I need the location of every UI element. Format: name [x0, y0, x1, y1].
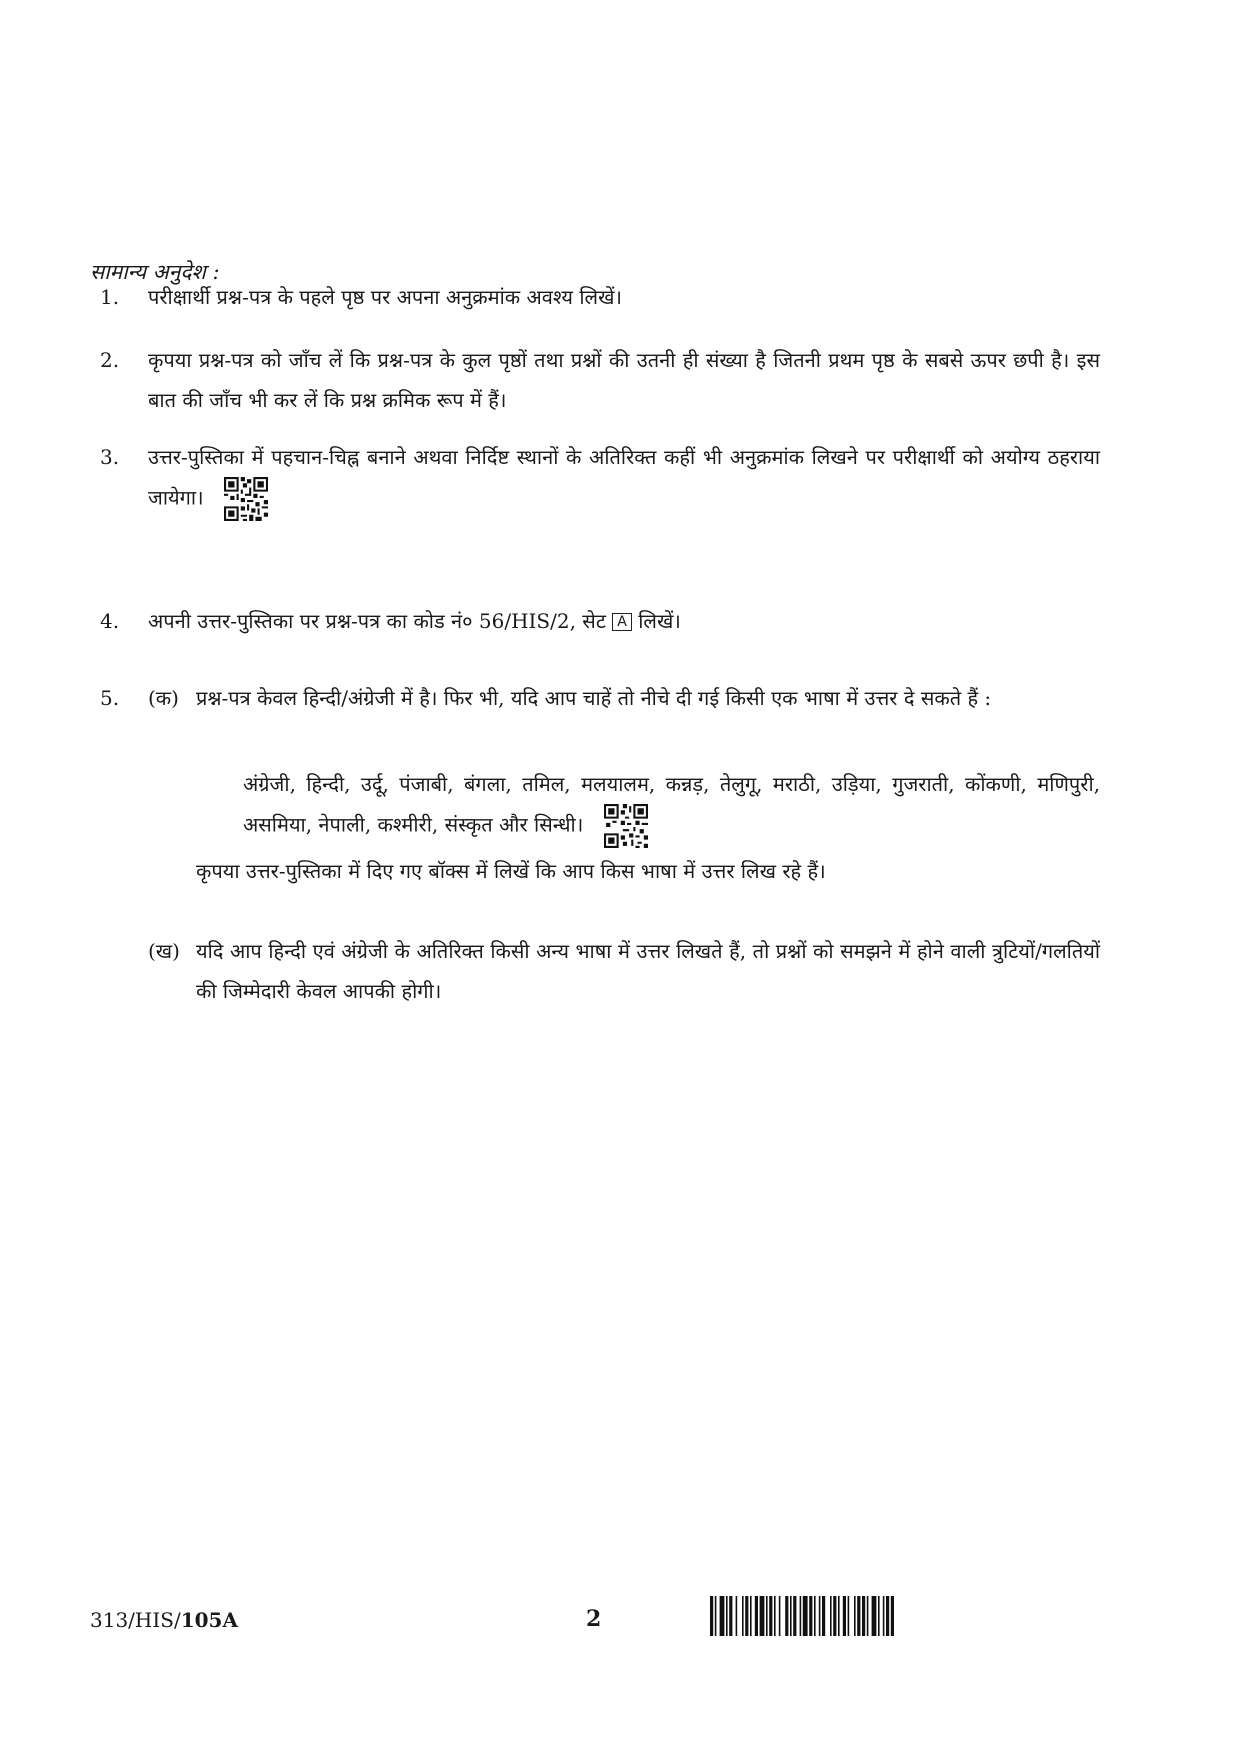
sub-item-label: (क) — [148, 686, 179, 710]
barcode-bar — [830, 1596, 832, 1636]
instruction-5-a — [148, 678, 1100, 718]
language-list-text: अंग्रेजी, हिन्दी, उर्दू, पंजाबी, बंगला, तमिल, मलयालम, कन्नड़, तेलुगू, मराठी, उड़िया, गुजराती, कोंकणी, मणिपुरी, असमिया, नेपाली, कश्मीरी, संस्कृत और सिन्धी। — [243, 772, 1100, 837]
sub-item-label: (ख) — [148, 939, 180, 963]
paper-code-bold: 105A — [180, 1608, 238, 1632]
qr-code-icon — [224, 477, 268, 521]
barcode-bar — [710, 1596, 713, 1636]
instruction-4 — [100, 601, 1100, 641]
instruction-number: 3. — [100, 445, 120, 469]
barcode-bar — [715, 1596, 717, 1636]
barcode-bar — [809, 1596, 812, 1636]
instruction-text — [148, 601, 1100, 641]
barcode-bar — [790, 1596, 792, 1636]
instruction-2 — [100, 340, 1100, 420]
set-code-box: A — [612, 613, 632, 631]
barcode-bar — [769, 1596, 772, 1636]
language-box-note: कृपया उत्तर-पुस्तिका में दिए गए बॉक्स में लिखें कि आप किस भाषा में उत्तर लिख रहे हैं। — [196, 859, 826, 883]
barcode-bar — [819, 1596, 821, 1636]
barcode-bar — [803, 1596, 808, 1636]
barcode-bar — [755, 1596, 758, 1636]
barcode — [710, 1596, 1000, 1636]
barcode-bar — [814, 1596, 816, 1636]
instruction-4-text-end: लिखें। — [638, 609, 681, 633]
barcode-bar — [833, 1596, 836, 1636]
barcode-bar — [886, 1596, 889, 1636]
barcode-bar — [862, 1596, 865, 1636]
barcode-bar — [774, 1596, 776, 1636]
instruction-1 — [100, 277, 1100, 317]
barcode-bar — [848, 1596, 850, 1636]
language-list — [243, 764, 1100, 848]
barcode-bar — [872, 1596, 877, 1636]
barcode-bar — [800, 1596, 802, 1636]
instructions-heading: सामान्य अनुदेश : — [90, 260, 220, 284]
instruction-number: 4. — [100, 609, 120, 633]
barcode-bar — [720, 1596, 725, 1636]
page-number: 2 — [586, 1606, 602, 1632]
barcode-bar — [838, 1596, 840, 1636]
barcode-bar — [742, 1596, 744, 1636]
instruction-text: परीक्षार्थी प्रश्न-पत्र के पहले पृष्ठ पर अपना अनुक्रमांक अवश्य लिखें। — [148, 285, 623, 309]
instruction-text — [148, 437, 1100, 521]
barcode-bar — [760, 1596, 765, 1636]
barcode-bar — [843, 1596, 846, 1636]
barcode-bar — [766, 1596, 768, 1636]
instruction-text: कृपया प्रश्न-पत्र को जाँच लें कि प्रश्न-पत्र के कुल पृष्ठों तथा प्रश्नों की उतनी ही संख्या है जितनी प्रथम पृष्ठ के सबसे ऊपर छपी है। इस बात की जाँच भी कर लें कि प्रश्न क्रमिक रूप में हैं। — [148, 348, 1100, 412]
instruction-4-text: अपनी उत्तर-पुस्तिका पर प्रश्न-पत्र का कोड नं० 56/HIS/2, सेट — [148, 609, 606, 633]
barcode-bar — [779, 1596, 781, 1636]
barcode-bar — [726, 1596, 728, 1636]
barcode-bar — [729, 1596, 732, 1636]
qr-code-icon — [604, 804, 648, 848]
barcode-bar — [883, 1596, 885, 1636]
sub-item-text: यदि आप हिन्दी एवं अंग्रेजी के अतिरिक्त किसी अन्य भाषा में उत्तर लिखते हैं, तो प्रश्नों को समझने में होने वाली त्रुटियों/गलतियों की जिम्मेदारी केवल आपकी होगी। — [196, 939, 1100, 1003]
barcode-bar — [793, 1596, 796, 1636]
barcode-bar — [857, 1596, 860, 1636]
barcode-bar — [867, 1596, 869, 1636]
barcode-bar — [878, 1596, 880, 1636]
paper-code-prefix: 313/HIS/ — [90, 1608, 181, 1632]
barcode-bar — [736, 1596, 738, 1636]
barcode-bar — [891, 1596, 894, 1636]
instruction-number: 5. — [100, 686, 120, 710]
barcode-bar — [785, 1596, 788, 1636]
barcode-bar — [750, 1596, 752, 1636]
paper-code — [90, 1608, 238, 1632]
barcode-bar — [745, 1596, 748, 1636]
instruction-number: 1. — [100, 285, 120, 309]
instruction-number: 2. — [100, 348, 120, 372]
barcode-bar — [854, 1596, 856, 1636]
barcode-bar — [822, 1596, 825, 1636]
instruction-5-b — [148, 931, 1100, 1011]
sub-item-text: प्रश्न-पत्र केवल हिन्दी/अंग्रेजी में है। फिर भी, यदि आप चाहें तो नीचे दी गई किसी एक भाषा में उत्तर दे सकते हैं : — [196, 686, 992, 710]
instruction-3 — [100, 437, 1100, 521]
instruction-3-text: उत्तर-पुस्तिका में पहचान-चिह्न बनाने अथवा निर्दिष्ट स्थानों के अतिरिक्त कहीं भी अनुक्रमांक लिखने पर परीक्षार्थी को अयोग्य ठहराया जायेगा। — [148, 445, 1100, 510]
